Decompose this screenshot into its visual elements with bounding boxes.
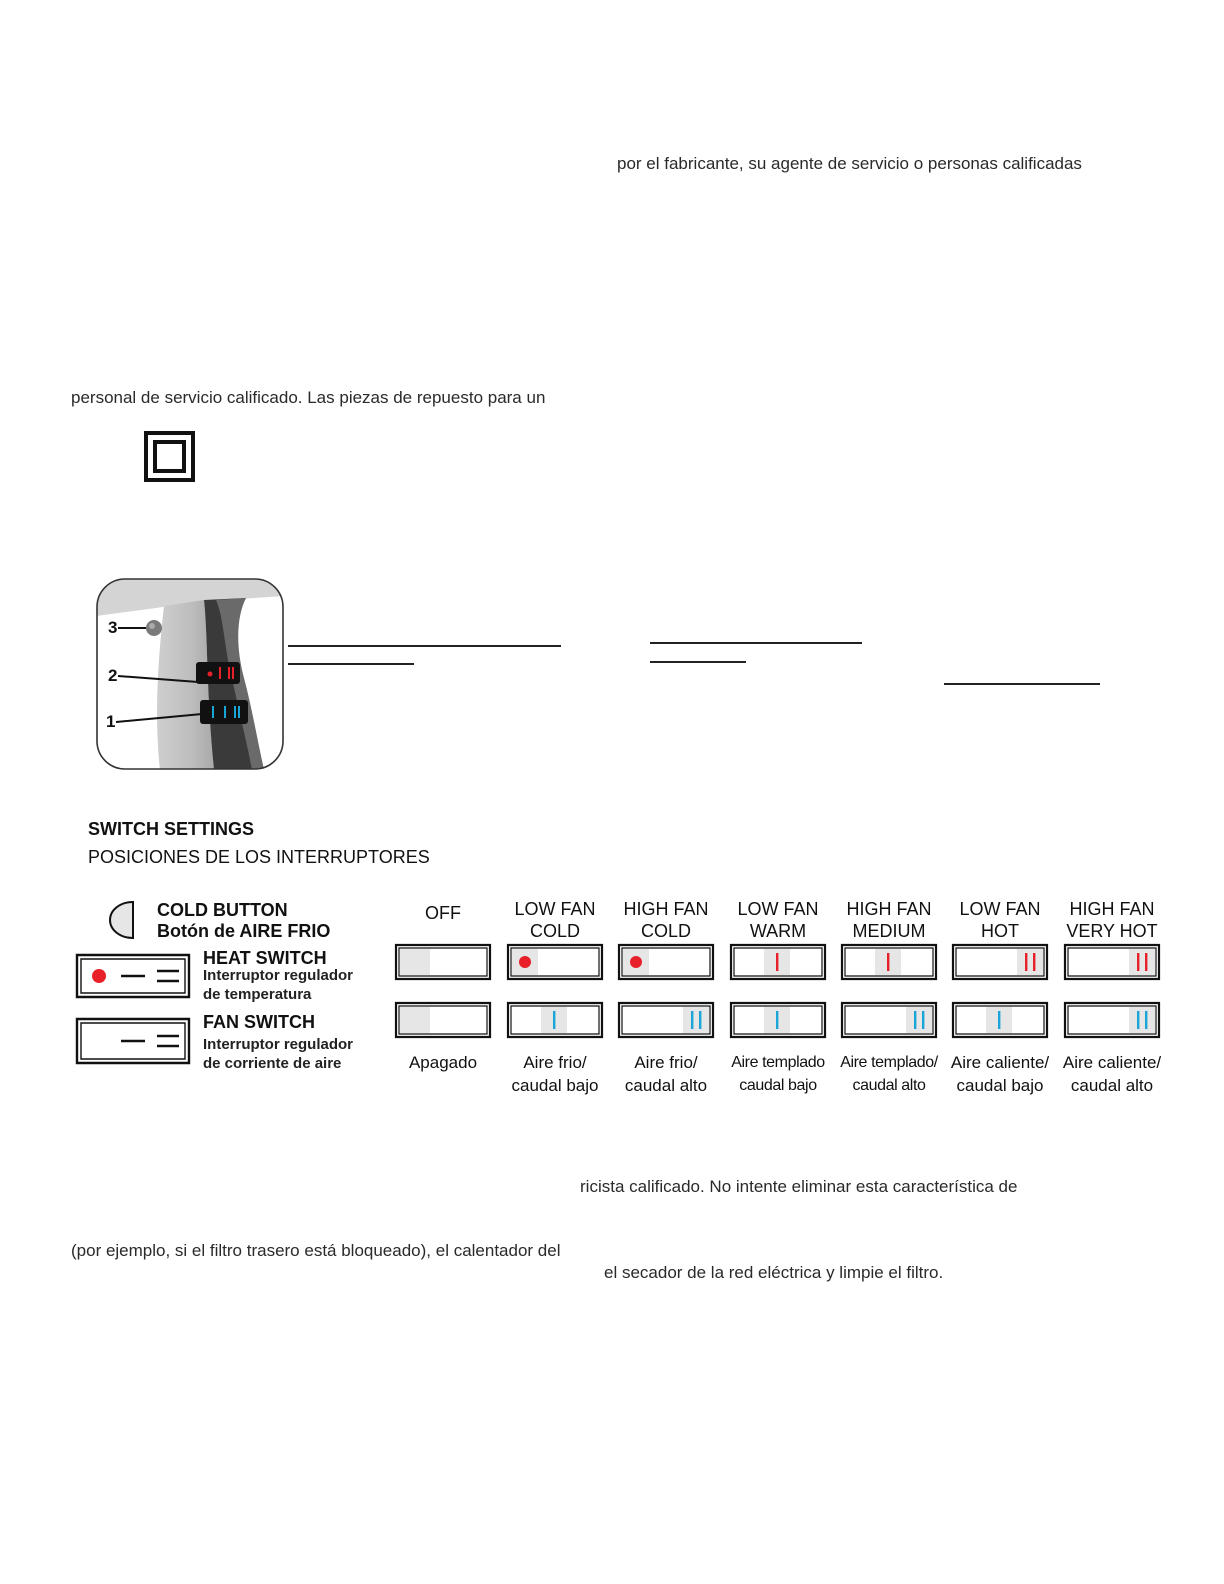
- column-header: OFF: [425, 903, 461, 923]
- fan-switch-position: [951, 1000, 1049, 1040]
- fan-switch-position: [1063, 1000, 1161, 1040]
- fan-switch-subtitle-1: Interruptor regulador: [203, 1036, 354, 1053]
- column-header: HIGH FAN MEDIUM: [846, 899, 932, 941]
- underline-rule: [288, 645, 561, 647]
- fan-switch-subtitle-2: de corriente de aire: [203, 1055, 342, 1072]
- heat-switch-position: [617, 942, 715, 982]
- fan-switch-icon: [75, 1015, 191, 1067]
- cold-button-icon: [108, 900, 136, 940]
- column-footer: Aire frio/ caudal bajo: [511, 1053, 599, 1095]
- column-header: HIGH FAN COLD: [623, 899, 709, 941]
- heat-switch-position: [394, 942, 492, 982]
- column-footer: Apagado: [408, 1053, 478, 1072]
- fan-switch-position: [840, 1000, 938, 1040]
- column-footer: Aire caliente/ caudal alto: [1062, 1053, 1162, 1095]
- column-header: LOW FAN WARM: [737, 899, 819, 941]
- fan-switch-position: [617, 1000, 715, 1040]
- heat-switch-subtitle-1: Interruptor regulador: [203, 967, 354, 984]
- column-footer: Aire frio/ caudal alto: [624, 1053, 708, 1095]
- heat-switch-title: HEAT SWITCH: [203, 948, 327, 968]
- column-header: HIGH FAN VERY HOT: [1066, 899, 1158, 941]
- underline-rule: [650, 642, 862, 644]
- cold-button-subtitle: Botón de AIRE FRIO: [157, 921, 331, 941]
- underline-rule: [288, 663, 414, 665]
- fan-switch-position: [506, 1000, 604, 1040]
- column-header: LOW FAN COLD: [514, 899, 596, 941]
- heat-switch-subtitle-2: de temperatura: [203, 986, 312, 1003]
- column-footer: Aire caliente/ caudal bajo: [950, 1053, 1050, 1095]
- fan-switch-position: [729, 1000, 827, 1040]
- heat-switch-position: [840, 942, 938, 982]
- column-footer: Aire templado caudal bajo: [731, 1054, 825, 1094]
- fan-switch-title: FAN SWITCH: [203, 1012, 315, 1032]
- heat-switch-icon: [75, 951, 191, 1001]
- heat-switch-position: [1063, 942, 1161, 982]
- switch-settings-subtitle: POSICIONES DE LOS INTERRUPTORES: [88, 847, 430, 867]
- heat-switch-position: [506, 942, 604, 982]
- callout-2: 2: [108, 666, 118, 685]
- callout-3: 3: [108, 618, 118, 637]
- switch-settings-title: SWITCH SETTINGS: [88, 819, 254, 839]
- text-fragment-1: por el fabricante, su agente de servicio o personas calificadas: [617, 154, 1082, 173]
- column-header: LOW FAN HOT: [959, 899, 1041, 941]
- underline-rule: [944, 683, 1100, 685]
- text-fragment-4: (por ejemplo, si el filtro trasero está bloqueado), el calentador del: [71, 1241, 561, 1260]
- callout-1: 1: [106, 712, 116, 731]
- fan-switch-position: [394, 1000, 492, 1040]
- heat-switch-position: [951, 942, 1049, 982]
- text-fragment-3: ricista calificado. No intente eliminar esta característica de: [580, 1177, 1018, 1196]
- column-footer: Aire templado/ caudal alto: [840, 1054, 938, 1094]
- cold-button-title: COLD BUTTON: [157, 900, 288, 920]
- dryer-handle-illustration: [96, 578, 284, 770]
- text-fragment-5: el secador de la red eléctrica y limpie el filtro.: [604, 1263, 944, 1282]
- text-fragment-2: personal de servicio calificado. Las piezas de repuesto para un: [71, 388, 546, 407]
- underline-rule: [650, 661, 746, 663]
- double-insulation-square-icon: [144, 431, 195, 482]
- heat-switch-position: [729, 942, 827, 982]
